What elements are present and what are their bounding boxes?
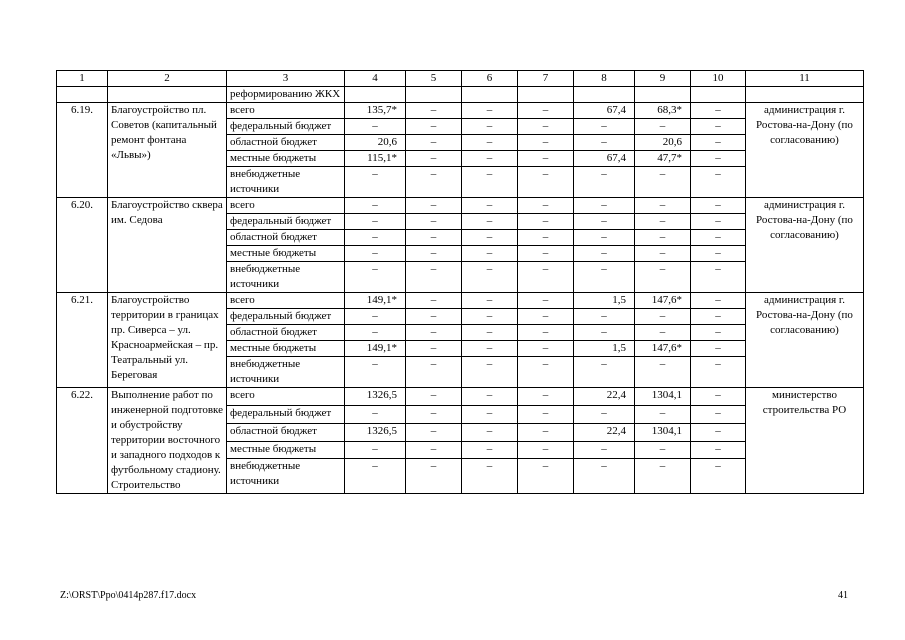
value-cell: – — [462, 198, 518, 214]
value-cell: – — [635, 405, 691, 423]
responsible-party: администрация г. Ростова-на-Дону (по согласованию) — [746, 103, 864, 198]
value-cell: 135,7* — [345, 103, 406, 119]
funding-source: федеральный бюджет — [227, 405, 345, 423]
responsible-party: министерство строительства РО — [746, 388, 864, 494]
value-cell: 115,1* — [345, 151, 406, 167]
value-cell: 149,1* — [345, 341, 406, 357]
value-cell: – — [691, 103, 746, 119]
value-cell: – — [406, 214, 462, 230]
value-cell: – — [691, 309, 746, 325]
value-cell: 22,4 — [574, 388, 635, 406]
value-cell: – — [574, 214, 635, 230]
empty-cell — [345, 87, 406, 103]
value-cell: – — [691, 167, 746, 198]
value-cell: – — [518, 388, 574, 406]
header-cell: 5 — [406, 71, 462, 87]
value-cell: – — [345, 119, 406, 135]
table-row — [57, 293, 864, 309]
value-cell: – — [406, 459, 462, 494]
value-cell: – — [406, 135, 462, 151]
funding-source: федеральный бюджет — [227, 309, 345, 325]
value-cell: – — [574, 262, 635, 293]
value-cell: 20,6 — [635, 135, 691, 151]
value-cell: – — [574, 135, 635, 151]
funding-source: областной бюджет — [227, 135, 345, 151]
value-cell: 147,6* — [635, 293, 691, 309]
funding-source: местные бюджеты — [227, 441, 345, 459]
value-cell: – — [462, 405, 518, 423]
value-cell: – — [574, 441, 635, 459]
empty-cell — [406, 87, 462, 103]
value-cell: – — [574, 167, 635, 198]
header-cell: 1 — [57, 71, 108, 87]
value-cell: – — [574, 198, 635, 214]
value-cell: – — [635, 262, 691, 293]
empty-cell — [746, 87, 864, 103]
value-cell: – — [462, 341, 518, 357]
value-cell: 1326,5 — [345, 388, 406, 406]
value-cell: – — [518, 357, 574, 388]
funding-source: областной бюджет — [227, 325, 345, 341]
value-cell: – — [406, 341, 462, 357]
value-cell: – — [406, 119, 462, 135]
header-cell: 11 — [746, 71, 864, 87]
value-cell: – — [406, 325, 462, 341]
value-cell: – — [345, 214, 406, 230]
header-cell: 8 — [574, 71, 635, 87]
value-cell: – — [345, 325, 406, 341]
value-cell: – — [691, 262, 746, 293]
value-cell: – — [462, 119, 518, 135]
value-cell: – — [462, 309, 518, 325]
item-number: 6.22. — [57, 388, 108, 494]
value-cell: – — [635, 119, 691, 135]
value-cell: – — [518, 262, 574, 293]
value-cell: – — [462, 135, 518, 151]
value-cell: – — [518, 135, 574, 151]
value-cell: – — [574, 459, 635, 494]
value-cell: – — [518, 459, 574, 494]
value-cell: – — [406, 167, 462, 198]
table-row — [57, 103, 864, 119]
value-cell: – — [406, 441, 462, 459]
value-cell: – — [691, 246, 746, 262]
value-cell: – — [518, 441, 574, 459]
value-cell: – — [635, 246, 691, 262]
value-cell: – — [462, 246, 518, 262]
value-cell: – — [406, 388, 462, 406]
value-cell: – — [518, 293, 574, 309]
value-cell: – — [345, 405, 406, 423]
page-number: 41 — [838, 590, 848, 601]
value-cell: 68,3* — [635, 103, 691, 119]
value-cell: – — [518, 230, 574, 246]
value-cell: – — [345, 230, 406, 246]
value-cell: 1,5 — [574, 341, 635, 357]
value-cell: – — [406, 103, 462, 119]
responsible-party: администрация г. Ростова-на-Дону (по согласованию) — [746, 293, 864, 388]
value-cell: – — [574, 309, 635, 325]
value-cell: – — [462, 325, 518, 341]
table-row — [57, 388, 864, 406]
funding-source: всего — [227, 103, 345, 119]
value-cell: – — [635, 198, 691, 214]
funding-source: всего — [227, 198, 345, 214]
responsible-party: администрация г. Ростова-на-Дону (по согласованию) — [746, 198, 864, 293]
value-cell: – — [462, 441, 518, 459]
budget-table — [56, 70, 864, 494]
value-cell: – — [462, 293, 518, 309]
item-number: 6.20. — [57, 198, 108, 293]
funding-source: внебюджетные источники — [227, 459, 345, 494]
value-cell: – — [691, 151, 746, 167]
funding-source: внебюджетные источники — [227, 262, 345, 293]
value-cell: – — [345, 441, 406, 459]
continuation-row — [57, 87, 864, 103]
funding-source: федеральный бюджет — [227, 119, 345, 135]
value-cell: 1304,1 — [635, 423, 691, 441]
value-cell: – — [691, 135, 746, 151]
value-cell: – — [518, 341, 574, 357]
value-cell: – — [345, 262, 406, 293]
value-cell: – — [574, 119, 635, 135]
value-cell: 20,6 — [345, 135, 406, 151]
funding-source: местные бюджеты — [227, 151, 345, 167]
empty-cell — [691, 87, 746, 103]
value-cell: – — [406, 405, 462, 423]
value-cell: – — [462, 459, 518, 494]
header-cell: 9 — [635, 71, 691, 87]
value-cell: – — [462, 262, 518, 293]
funding-source: областной бюджет — [227, 230, 345, 246]
value-cell: – — [691, 198, 746, 214]
item-name: Выполнение работ по инженерной подготовке и обустройству территории восточного и западного подходов к футбольному стадиону. Строительство — [108, 388, 227, 494]
value-cell: – — [345, 246, 406, 262]
value-cell: – — [691, 293, 746, 309]
value-cell: – — [406, 262, 462, 293]
value-cell: – — [635, 230, 691, 246]
value-cell: – — [462, 357, 518, 388]
funding-source: местные бюджеты — [227, 341, 345, 357]
value-cell: – — [518, 119, 574, 135]
value-cell: – — [518, 167, 574, 198]
empty-cell — [57, 87, 108, 103]
item-number: 6.19. — [57, 103, 108, 198]
value-cell: – — [345, 357, 406, 388]
value-cell: 147,6* — [635, 341, 691, 357]
value-cell: 1,5 — [574, 293, 635, 309]
value-cell: – — [635, 459, 691, 494]
value-cell: – — [518, 246, 574, 262]
funding-source: всего — [227, 388, 345, 406]
value-cell: – — [691, 459, 746, 494]
value-cell: 67,4 — [574, 151, 635, 167]
value-cell: – — [691, 388, 746, 406]
empty-cell — [574, 87, 635, 103]
value-cell: – — [518, 423, 574, 441]
value-cell: – — [691, 405, 746, 423]
funding-source: областной бюджет — [227, 423, 345, 441]
value-cell: – — [691, 423, 746, 441]
value-cell: – — [406, 198, 462, 214]
value-cell: – — [406, 230, 462, 246]
value-cell: 22,4 — [574, 423, 635, 441]
value-cell: – — [691, 119, 746, 135]
empty-cell — [635, 87, 691, 103]
footer-file-path: Z:\ORST\Ppo\0414p287.f17.docx — [60, 590, 197, 601]
value-cell: – — [345, 459, 406, 494]
value-cell: – — [406, 293, 462, 309]
value-cell: – — [518, 103, 574, 119]
value-cell: – — [345, 198, 406, 214]
value-cell: – — [691, 441, 746, 459]
value-cell: – — [518, 151, 574, 167]
value-cell: – — [406, 151, 462, 167]
value-cell: – — [635, 325, 691, 341]
value-cell: 47,7* — [635, 151, 691, 167]
value-cell: – — [462, 103, 518, 119]
continuation-text: реформированию ЖКХ — [227, 87, 345, 103]
value-cell: – — [462, 388, 518, 406]
funding-source: всего — [227, 293, 345, 309]
value-cell: – — [574, 357, 635, 388]
value-cell: – — [574, 325, 635, 341]
value-cell: – — [406, 246, 462, 262]
header-row — [57, 71, 864, 87]
table-row — [57, 198, 864, 214]
value-cell: – — [462, 151, 518, 167]
value-cell: – — [574, 405, 635, 423]
value-cell: – — [462, 167, 518, 198]
funding-source: внебюджетные источники — [227, 167, 345, 198]
item-name: Благоустройство пл. Советов (капитальный ремонт фонтана «Львы») — [108, 103, 227, 198]
value-cell: – — [518, 405, 574, 423]
value-cell: – — [635, 167, 691, 198]
value-cell: – — [691, 357, 746, 388]
item-name: Благоустройство территории в границах пр. Сиверса – ул. Красноармейская – пр. Театральный ул. Береговая — [108, 293, 227, 388]
value-cell: – — [406, 309, 462, 325]
value-cell: – — [691, 214, 746, 230]
empty-cell — [518, 87, 574, 103]
value-cell: – — [574, 230, 635, 246]
funding-source: федеральный бюджет — [227, 214, 345, 230]
item-name: Благоустройство сквера им. Седова — [108, 198, 227, 293]
value-cell: – — [635, 214, 691, 230]
value-cell: – — [518, 214, 574, 230]
funding-source: местные бюджеты — [227, 246, 345, 262]
header-cell: 6 — [462, 71, 518, 87]
value-cell: 67,4 — [574, 103, 635, 119]
value-cell: 1326,5 — [345, 423, 406, 441]
header-cell: 4 — [345, 71, 406, 87]
value-cell: – — [345, 167, 406, 198]
value-cell: – — [462, 214, 518, 230]
header-cell: 7 — [518, 71, 574, 87]
value-cell: – — [574, 246, 635, 262]
empty-cell — [462, 87, 518, 103]
value-cell: 149,1* — [345, 293, 406, 309]
empty-cell — [108, 87, 227, 103]
value-cell: – — [462, 230, 518, 246]
value-cell: 1304,1 — [635, 388, 691, 406]
value-cell: – — [462, 423, 518, 441]
value-cell: – — [518, 325, 574, 341]
header-cell: 10 — [691, 71, 746, 87]
value-cell: – — [345, 309, 406, 325]
value-cell: – — [518, 309, 574, 325]
value-cell: – — [635, 309, 691, 325]
value-cell: – — [635, 441, 691, 459]
value-cell: – — [406, 357, 462, 388]
header-cell: 3 — [227, 71, 345, 87]
value-cell: – — [518, 198, 574, 214]
item-number: 6.21. — [57, 293, 108, 388]
value-cell: – — [635, 357, 691, 388]
value-cell: – — [406, 423, 462, 441]
header-cell: 2 — [108, 71, 227, 87]
value-cell: – — [691, 325, 746, 341]
value-cell: – — [691, 341, 746, 357]
value-cell: – — [691, 230, 746, 246]
funding-source: внебюджетные источники — [227, 357, 345, 388]
